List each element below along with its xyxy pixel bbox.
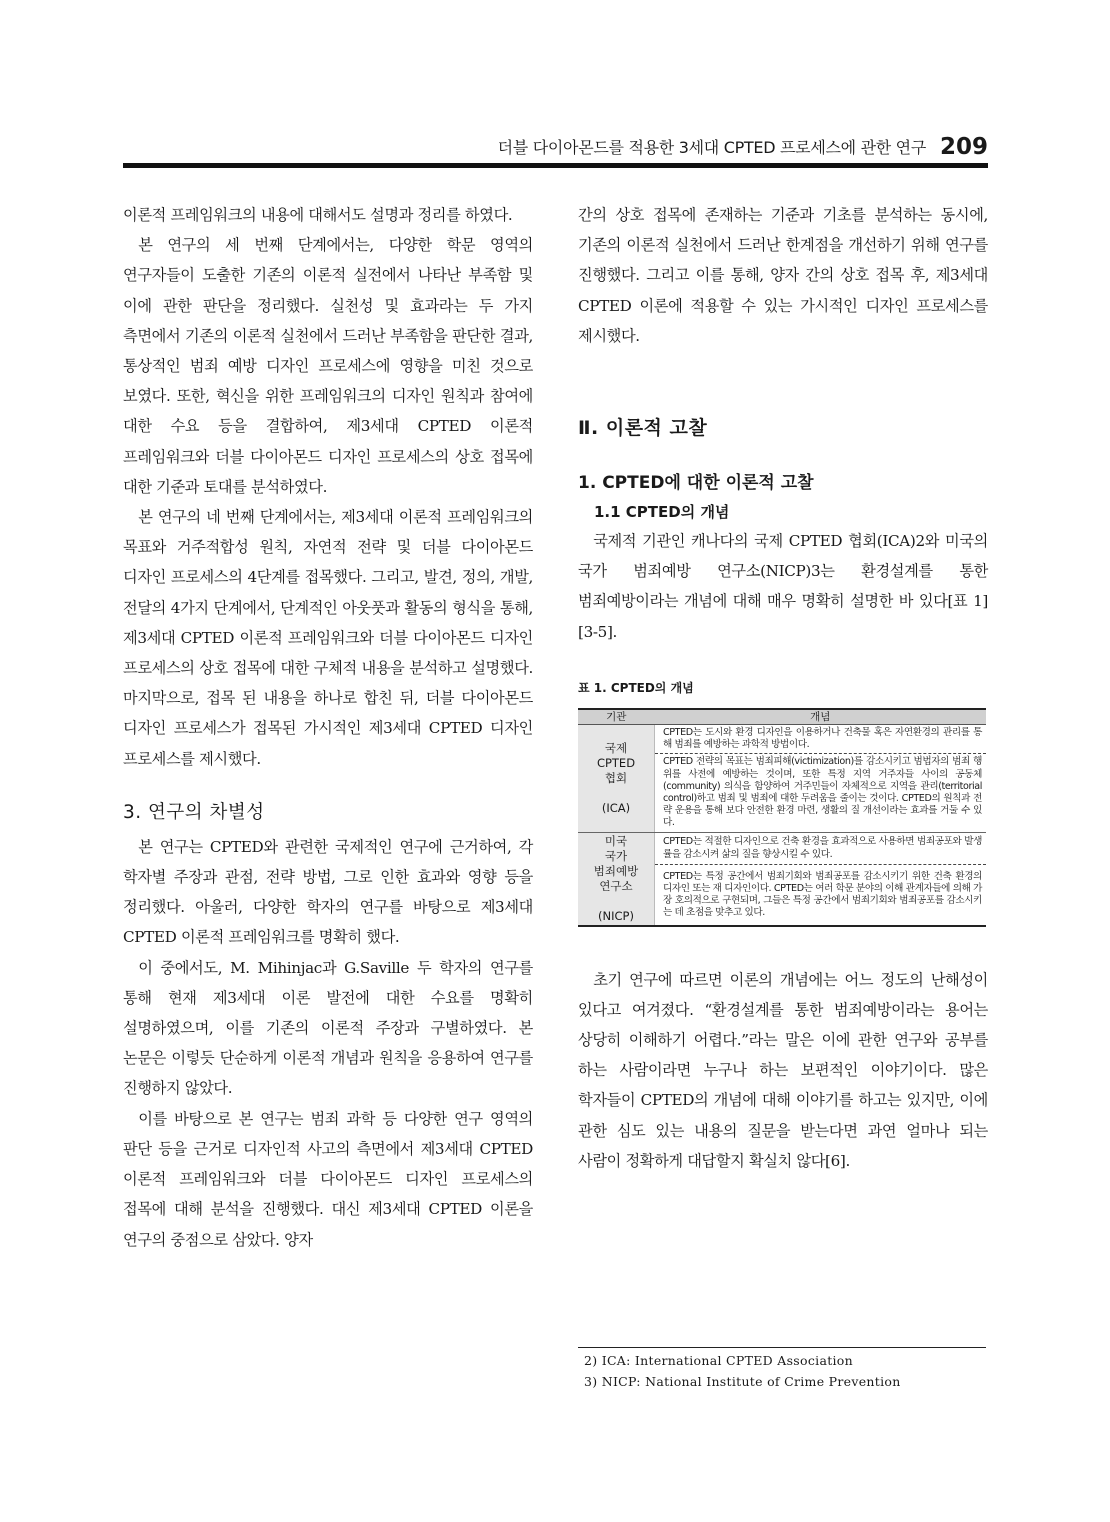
paragraph: 이론적 프레임워크의 내용에 대해서도 설명과 정리를 하였다. [123,206,513,224]
paragraph: 본 연구의 세 번째 단계에서는, 다양한 학문 영역의 연구자들이 도출한 기존의 이론적 실전에서 나타난 부족함 및 이에 관한 판단을 정리했다. 실천성 및 효과라는 두 가지 측면에서 기존의 이론적 실천에서 드러난 부족함을 판단한 결과, 통상적인 범죄 예방 디자인 프로세스에 영향을 미친 것으로 보였다. 또한, 혁신을 위한 프레임워크의 디자인 원칙과 참여에 대한 수요 등을 결합하여, 제3세대 CPTED 이론적 프레임워크와 더블 다이아몬드 디자인 프로세스의 상호 접목에 대한 기준과 토대를 분석하였다. [123,236,533,496]
running-header [123,128,988,162]
table-caption: 표 1. CPTED의 개념 [578,680,694,695]
org-cell-ica [578,725,655,833]
footnote-rule [578,1347,986,1348]
left-column [123,200,533,1255]
org-abbr: (ICA) [601,800,631,815]
table-row [578,832,986,865]
paragraph: 초기 연구에 따르면 이론의 개념에는 어느 정도의 난해성이 있다고 여겨졌다. “환경설계를 통한 범죄예방이라는 용어는 상당히 이해하기 어렵다.”라는 말은 이에 관한 연구와 공부를 하는 사람이라면 누구나 하는 보편적인 이야기이다. 많은 학자들이 CPTED의 개념에 대해 이야기를 하고는 있지만, 이에 관한 심도 있는 내용의 질문을 받는다면 과연 얼마나 되는 사람이 정확하게 대답할지 확실치 않다[6]. [578,970,988,1170]
table-row [578,725,986,754]
paragraph: 국제적 기관인 캐나다의 국제 CPTED 협회(ICA)2와 미국의 국가 범죄예방 연구소(NICP)3는 환경설계를 통한 범죄예방이라는 개념에 대해 매우 명확히 설명한 바 있다[표 1][3-5]. [578,532,988,641]
org-label: 국제 [604,740,628,755]
org-label: CPTED [596,755,636,770]
right-column [578,200,988,1176]
org-label: 협회 [604,770,628,785]
footnote: 3) NICP: National Institute of Crime Prevention [584,1374,901,1389]
paragraph: 간의 상호 접목에 존재하는 기준과 기초를 분석하는 동시에, 기존의 이론적 실천에서 드러난 한계점을 개선하기 위해 연구를 진행했다. 그리고 이를 통해, 양자 간의 상호 접목 후, 제3세대 CPTED 이론에 적용할 수 있는 가시적인 디자인 프로세스를 제시했다. [578,206,988,345]
paragraph: 본 연구는 CPTED와 관련한 국제적인 연구에 근거하여, 각 학자별 주장과 관점, 전략 방법, 그로 인한 효과와 영향 등을 정리했다. 아울러, 다양한 학자의 연구를 바탕으로 제3세대 CPTED 이론적 프레임워크를 명확히 했다. [123,837,533,947]
chapter-heading: Ⅱ. 이론적 고찰 [578,417,708,440]
table-header-concept: 개념 [655,709,987,725]
header-rule [123,163,988,168]
definition-cell: CPTED 전략의 목표는 범죄피해(victimization)를 감소시키고 범법자의 범죄 행위를 사전에 예방하는 것이며, 또한 특정 지역 거주자들 사이의 공동체(community) 의식을 함양하여 거주민들이 자체적으로 지역을 관리(territorial control)하고 범죄 및 범죄에 대한 두려움을 줄이는 것이다. CPTED의 원칙과 전략 운용을 통해 보다 안전한 환경 마련, 생활의 질 개선이라는 효과를 거둘 수 있다. [655,754,987,832]
page-number: 209 [939,134,988,160]
org-abbr: (NICP) [598,908,634,923]
table-header-org: 기관 [578,709,655,725]
definition-cell: CPTED는 도시와 환경 디자인을 이용하거나 건축물 혹은 자연환경의 관리를 통해 범죄를 예방하는 과학적 방법이다. [655,725,987,754]
cpted-concept-table [578,708,986,927]
footnotes [584,1350,986,1392]
paragraph: 이 중에서도, M. Mihinjac과 G.Saville 두 학자의 연구를 통해 현재 제3세대 이론 발전에 대한 수요를 명확히 설명하였으며, 이를 기존의 이론적 주장과 구별하였다. 본 논문은 이렇듯 단순하게 이론적 개념과 원칙을 응용하여 연구를 진행하지 않았다. [123,958,533,1098]
section-heading: 3. 연구의 차별성 [123,801,265,823]
org-cell-nicp [578,832,655,926]
org-label: 국가 [604,848,628,863]
subsection-heading: 1.1 CPTED의 개념 [594,503,730,522]
running-title: 더블 다이아몬드를 적용한 3세대 CPTED 프로세스에 관한 연구 [497,138,926,157]
org-label: 연구소 [599,878,633,893]
definition-cell: CPTED는 특정 공간에서 범죄기회와 범죄공포를 감소시키기 위한 건축 환경의 디자인 또는 재 디자인이다. CPTED는 여러 학문 분야의 이해 관계자들에 의해 가장 호의적으로 구현되며, 그들은 특정 공간에서 범죄기회와 범죄공포를 감소시키는 데 초점을 맞추고 있다. [655,865,987,926]
org-label: 범죄예방 [593,863,639,878]
footnote: 2) ICA: International CPTED Association [584,1353,853,1368]
paragraph: 본 연구의 네 번째 단계에서는, 제3세대 이론적 프레임워크의 목표와 거주적합성 원칙, 자연적 전략 및 더블 다이아몬드 디자인 프로세스의 4단계를 접목했다. 그리고, 발견, 정의, 개발, 전달의 4가지 단계에서, 단계적인 아웃풋과 활동의 형식을 통해, 제3세대 CPTED 이론적 프레임워크와 더블 다이아몬드 디자인 프로세스의 상호 접목에 대한 구체적 내용을 분석하고 설명했다. 마지막으로, 접목 된 내용을 하나로 합친 뒤, 더블 다이아몬드 디자인 프로세스가 접목된 가시적인 제3세대 CPTED 디자인 프로세스를 제시했다. [123,508,533,768]
org-label: 미국 [604,833,628,848]
section-heading: 1. CPTED에 대한 이론적 고찰 [578,473,814,494]
paragraph: 이를 바탕으로 본 연구는 범죄 과학 등 다양한 연구 영역의 판단 등을 근거로 디자인적 사고의 측면에서 제3세대 CPTED 이론적 프레임워크와 더블 다이아몬드 디자인 프로세스의 접목에 대해 분석을 진행했다. 대신 제3세대 CPTED 이론을 연구의 중점으로 삼았다. 양자 [123,1109,533,1249]
definition-cell: CPTED는 적절한 디자인으로 건축 환경을 효과적으로 사용하면 범죄공포와 발생률을 감소시켜 삶의 질을 향상시킬 수 있다. [655,832,987,865]
